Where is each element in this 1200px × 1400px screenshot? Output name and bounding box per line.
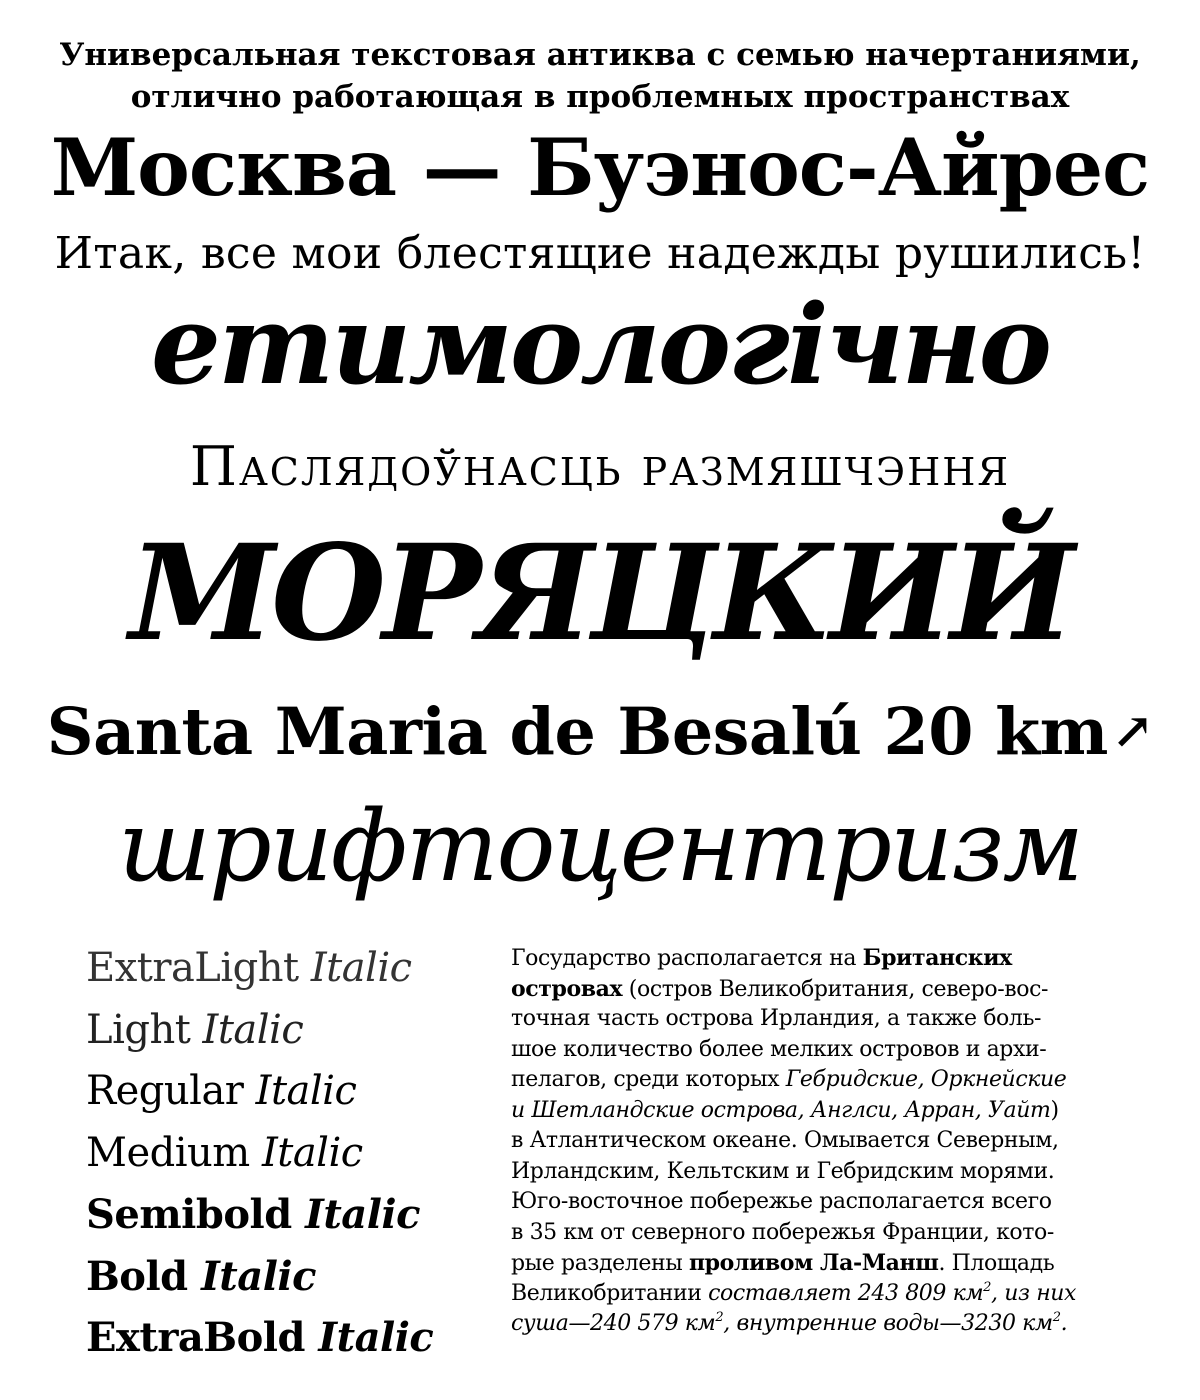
weight-medium	[86, 1123, 486, 1185]
paragraph-line	[511, 1218, 1151, 1249]
weight-bold	[86, 1246, 486, 1308]
weight-extralight	[86, 938, 486, 1000]
weight-italic: Italic	[202, 1006, 304, 1053]
weight-name: Regular	[86, 1068, 244, 1114]
bold-run: Британских	[862, 945, 1012, 971]
text-run: рые разделены	[511, 1251, 689, 1276]
subtitle-line-2: отлично работающая в проблемных пространствах	[130, 79, 1070, 115]
text-run: в Атлантическом океане. Омывается Северным,	[511, 1128, 1059, 1153]
paragraph-line	[511, 1309, 1151, 1340]
paragraph-line	[511, 974, 1151, 1005]
paragraph-line	[511, 1157, 1151, 1188]
text-run: Ирландским, Кельтским и Гебридским морями.	[511, 1158, 1055, 1184]
superscript: 2	[1052, 1310, 1061, 1325]
italic-run: суша—240 579 км	[511, 1311, 716, 1336]
text-run: в 35 км от северного побережья Франции, кото-	[511, 1219, 1054, 1245]
weight-italic: Italic	[255, 1068, 357, 1114]
superscript: 2	[715, 1310, 724, 1325]
weight-italic: Italic	[201, 1252, 316, 1300]
weight-italic: Italic	[318, 1314, 434, 1361]
specimen-line-sailor: МОРЯЦКИЙ	[129, 516, 1071, 671]
paragraph-line	[511, 1248, 1151, 1279]
superscript: 2	[983, 1279, 992, 1295]
italic-run: и Шетландские острова, Англси, Арран, Уайт	[511, 1097, 1051, 1123]
text-run: пелагов, среди которых	[511, 1067, 786, 1092]
italic-run: , внутренние воды—3230 км	[723, 1311, 1053, 1336]
paragraph-line	[511, 1096, 1151, 1127]
weight-extrabold	[86, 1307, 486, 1369]
arrow-up-right-icon: ↗	[1111, 701, 1154, 760]
text-run: . Площадь	[938, 1251, 1055, 1276]
italic-run: .	[1060, 1311, 1068, 1336]
text-run: Юго-восточное побережье располагается всего	[511, 1189, 1052, 1214]
weight-name: Medium	[86, 1129, 250, 1176]
bold-run: островах	[511, 975, 623, 1002]
text-run: шое количество более мелких островов и архи-	[511, 1036, 1047, 1062]
weight-name: Light	[86, 1006, 191, 1053]
paragraph-line	[511, 1187, 1151, 1218]
italic-run: Гебридские, Оркнейские	[785, 1067, 1067, 1092]
weight-name: ExtraBold	[86, 1314, 305, 1361]
paragraph-line	[511, 1279, 1151, 1310]
specimen-line-small-caps: Паслядоўнасць размяшчэння	[189, 435, 1011, 498]
text-run: Великобритании	[511, 1280, 709, 1306]
specimen-line-fontcentrism: шрифтоцентризм	[118, 790, 1082, 904]
paragraph-line	[511, 1035, 1151, 1066]
sample-paragraph	[511, 943, 1151, 1340]
paragraph-line	[511, 1065, 1151, 1096]
weight-name: ExtraLight	[86, 945, 299, 991]
text-run: Государство располагается на	[511, 946, 863, 971]
specimen-besalu-text: Santa Maria de Besalú 20 km	[46, 694, 1108, 770]
weight-italic: Italic	[261, 1129, 363, 1176]
weight-name: Bold	[86, 1252, 188, 1300]
weights-list	[86, 938, 486, 1369]
weight-italic: Italic	[310, 945, 412, 991]
italic-run: составляет 243 809 км	[708, 1280, 984, 1306]
text-run: точная часть острова Ирландия, а также боль-	[511, 1006, 1042, 1031]
specimen-line-etymology: етимологічно	[150, 280, 1050, 409]
weight-regular	[86, 1061, 486, 1123]
weight-semibold	[86, 1184, 486, 1246]
specimen-line-besalu	[0, 694, 1200, 770]
weight-name: Semibold	[86, 1191, 292, 1238]
paragraph-line	[511, 1004, 1151, 1035]
paragraph-line	[511, 1126, 1151, 1157]
specimen-line-moscow: Москва — Буэнос-Айрес	[50, 121, 1150, 214]
bold-run: проливом Ла-Манш	[688, 1250, 939, 1276]
specimen-line-hopes: Итак, все мои блестящие надежды рушились!	[54, 228, 1146, 279]
weight-light	[86, 1000, 486, 1062]
italic-run: , из них	[991, 1280, 1077, 1306]
paragraph-line	[511, 943, 1151, 974]
text-run: (остров Великобритания, северо-вос-	[622, 976, 1049, 1002]
weight-italic: Italic	[305, 1191, 420, 1238]
text-run: )	[1050, 1097, 1059, 1123]
subtitle-line-1: Универсальная текстовая антиква с семью начертаниями,	[59, 37, 1141, 73]
